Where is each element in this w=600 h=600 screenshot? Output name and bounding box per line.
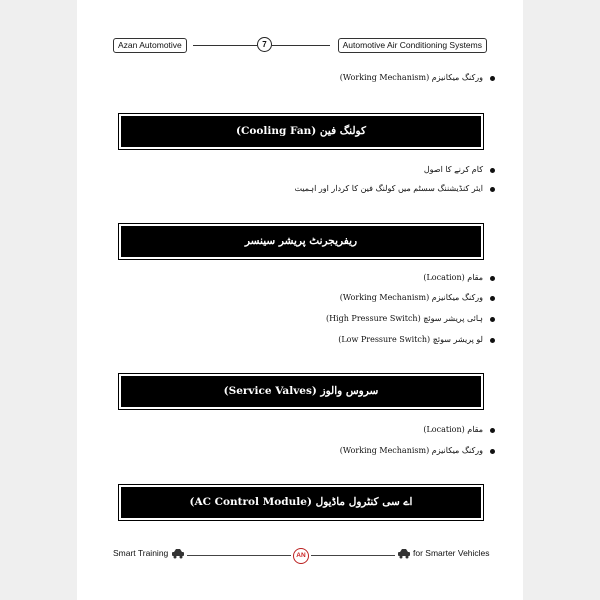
bullet-item: ہائی پریشر سوئچ (High Pressure Switch) <box>325 314 483 323</box>
header-rule-right <box>272 45 330 46</box>
section-heading-ac-control-module: اے سی کنٹرول ماڈیول (AC Control Module) <box>121 487 481 518</box>
bullet-dot <box>490 317 495 322</box>
header-left-title: Azan Automotive <box>113 38 187 53</box>
section-heading-pressure-sensor: ریفریجرنٹ پریشر سینسر <box>121 226 481 257</box>
car-icon <box>397 547 411 559</box>
bullet-item: کام کرنے کا اصول <box>423 165 483 174</box>
bullet-item: ورکنگ میکانیزم (Working Mechanism) <box>339 293 483 302</box>
page-number: 7 <box>257 37 272 52</box>
section-heading-service-valves: سروس والوز (Service Valves) <box>121 376 481 407</box>
footer-rule-left <box>187 555 291 556</box>
footer-left-text: Smart Training <box>113 548 169 558</box>
bullet-dot <box>490 187 495 192</box>
bullet-dot <box>490 76 495 81</box>
header-right-title: Automotive Air Conditioning Systems <box>338 38 487 53</box>
bullet-dot <box>490 449 495 454</box>
header-rule-left <box>193 45 257 46</box>
section-heading-cooling-fan: کولنگ فین (Cooling Fan) <box>121 116 481 147</box>
bullet-dot <box>490 428 495 433</box>
bullet-item: ایئر کنڈیشننگ سسٹم میں کولنگ فین کا کردار اور اہمیت <box>294 184 483 193</box>
bullet-dot <box>490 296 495 301</box>
bullet-item: مقام (Location) <box>423 425 483 434</box>
document-page <box>77 0 523 600</box>
bullet-item: ورکنگ میکانیزم (Working Mechanism) <box>339 446 483 455</box>
bullet-item: ورکنگ میکانیزم (Working Mechanism) <box>339 73 483 82</box>
bullet-dot <box>490 338 495 343</box>
bullet-item: مقام (Location) <box>423 273 483 282</box>
bullet-dot <box>490 168 495 173</box>
footer-rule-right <box>311 555 395 556</box>
bullet-dot <box>490 276 495 281</box>
footer-right-text: for Smarter Vehicles <box>413 548 490 558</box>
car-icon <box>171 547 185 559</box>
bullet-item: لو پریشر سوئچ (Low Pressure Switch) <box>338 335 483 344</box>
logo-icon: AN <box>293 548 309 564</box>
